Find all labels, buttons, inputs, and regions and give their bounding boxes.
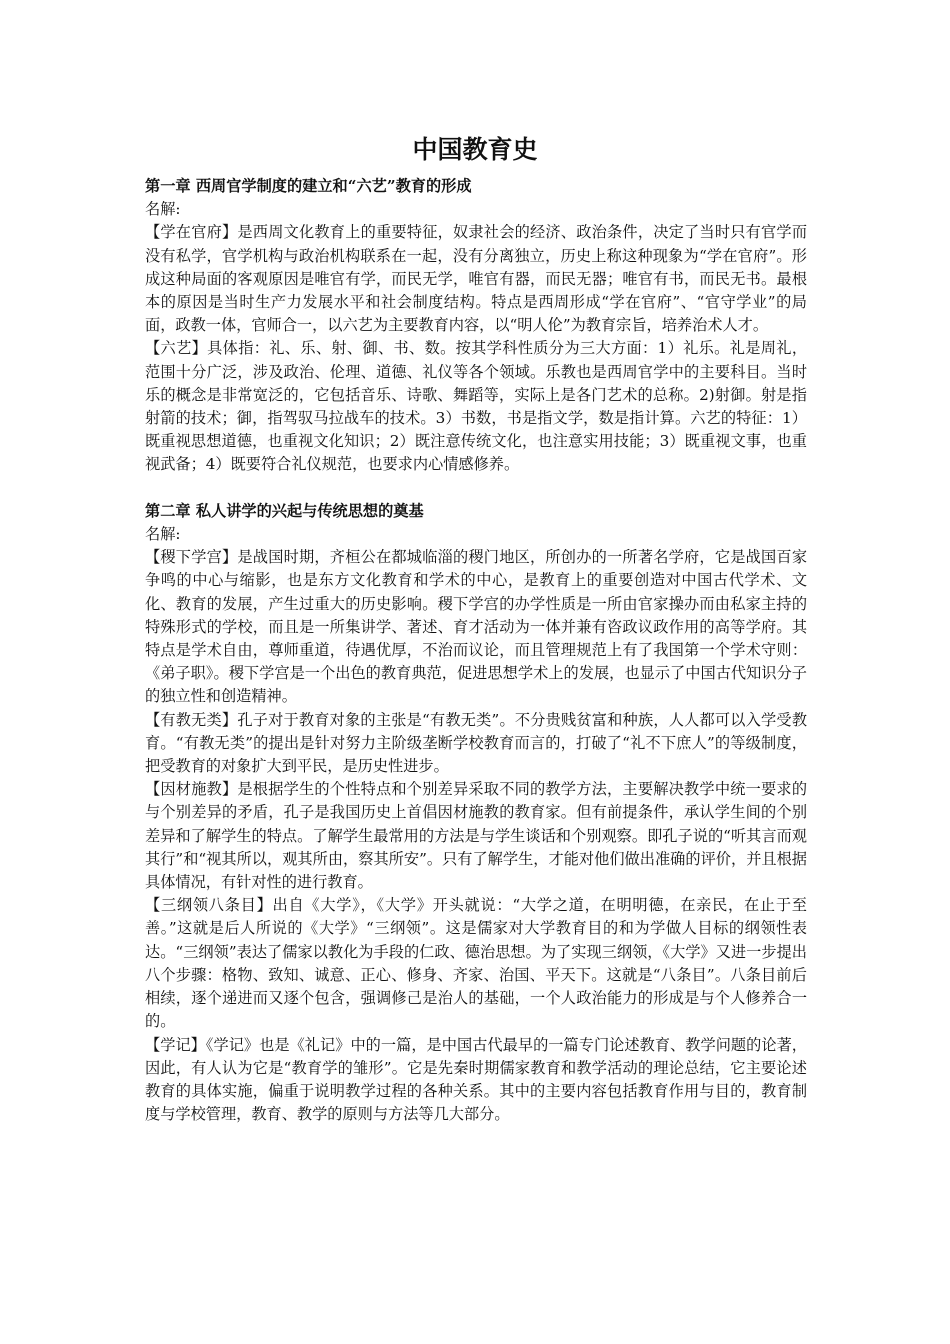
term-definition: 《学记》也是《礼记》中的一篇，是中国古代最早的一篇专门论述教育、教学问题的论著，因此，有人认为它是“教育学的雏形”。它是先秦时期儒家教育和教学活动的理论总结，它主要论述教育的具体实施，偏重于说明教学过程的各种关系。其中的主要内容包括教育作用与目的，教育制度与学校管理，教育、教学的原则与方法等几大部分。: [145, 1035, 807, 1124]
term-name: 【六艺】: [145, 339, 208, 358]
term-entry: [145, 1034, 807, 1127]
term-definition: 具体指：礼、乐、射、御、书、数。按其学科性质分为三大方面：1）礼乐。礼是周礼，范围十分广泛，涉及政治、伦理、道德、礼仪等各个领域。乐教也是西周官学中的主要科目。当时乐的概念是非常宽泛的，它包括音乐、诗歌、舞蹈等，实际上是各门艺术的总称。2)射御。射是指射箭的技术；御，指驾驭马拉战车的技术。3）书数，书是指文学，数是指计算。六艺的特征：1）既重视思想道德，也重视文化知识；2）既注意传统文化，也注意实用技能；3）既重视文事，也重视武备；4）既要符合礼仪规范，也要求内心情感修养。: [145, 339, 808, 474]
term-name: 【学在官府】: [145, 223, 238, 242]
section-spacer: [145, 477, 807, 500]
term-definition: 出自《大学》，《大学》开头就说：“大学之道，在明明德，在亲民，在止于至善。”这就是后人所说的《大学》“三纲领”。这是儒家对大学教育目的和为学做人目标的纲领性表达。“三纲领”表达了儒家以教化为手段的仁政、德治思想。为了实现三纲领，《大学》又进一步提出八个步骤：格物、致知、诚意、正心、修身、齐家、治国、平天下。这就是“八条目”。八条目前后相续，逐个递进而又逐个包含，强调修己是治人的基础，一个人政治能力的形成是与个人修养合一的。: [145, 896, 807, 1031]
term-name: 【三纲领八条目】: [145, 896, 273, 915]
document-title: 中国教育史: [412, 135, 538, 164]
term-name: 【有教无类】: [145, 710, 238, 729]
term-definition: 孔子对于教育对象的主张是“有教无类”。不分贵贱贫富和种族，人人都可以入学受教育。“有教无类”的提出是针对努力主阶级垄断学校教育而言的，打破了“礼不下庶人”的等级制度，把受教育的对象扩大到平民，是历史性进步。: [145, 710, 808, 776]
term-name: 【学记】: [145, 1035, 206, 1054]
term-entry: [145, 894, 807, 1033]
chapter-heading: 第一章 西周官学制度的建立和“六艺”教育的形成: [145, 177, 472, 195]
term-name: 【稷下学宫】: [145, 548, 238, 567]
section-label: 名解:: [145, 200, 181, 219]
term-entry: [145, 709, 807, 779]
term-entry: [145, 337, 807, 476]
term-entry: [145, 546, 807, 708]
chapter-2: [145, 500, 807, 1126]
term-entry: [145, 778, 807, 894]
term-name: 【因材施教】: [145, 780, 238, 799]
chapter-heading: 第二章 私人讲学的兴起与传统思想的奠基: [145, 501, 424, 520]
term-definition: 是西周文化教育上的重要特征，奴隶社会的经济、政治条件，决定了当时只有官学而没有私学，官学机构与政治机构联系在一起，没有分离独立，历史上称这种现象为“学在官府”。形成这种局面的客观原因是唯官有学，而民无学，唯官有器，而民无器；唯官有书，而民无书。最根本的原因是当时生产力发展水平和社会制度结构。特点是西周形成“学在官府”、“官守学业”的局面，政教一体，官师合一，以六艺为主要教育内容，以“明人伦”为教育宗旨，培养治术人才。: [145, 223, 808, 335]
term-definition: 是战国时期，齐桓公在都城临淄的稷门地区，所创办的一所著名学府，它是战国百家争鸣的中心与缩影，也是东方文化教育和学术的中心，是教育上的重要创造对中国古代学术、文化、教育的发展，产生过重大的历史影响。稷下学宫的办学性质是一所由官家操办而由私家主持的特殊形式的学校，而且是一所集讲学、著述、育才活动为一体并兼有咨政议政作用的高等学府。其特点是学术自由，尊师重道，待遇优厚，不治而议论，而且管理规范上有了我国第一个学术守则：《弟子职》。稷下学宫是一个出色的教育典范，促进思想学术上的发展，也显示了中国古代知识分子的独立性和创造精神。: [145, 548, 808, 706]
document-body: [145, 175, 807, 1126]
chapter-1: [145, 175, 807, 477]
term-definition: 是根据学生的个性特点和个别差异采取不同的教学方法，主要解决教学中统一要求的与个别差异的矛盾，孔子是我国历史上首倡因材施教的教育家。但有前提条件，承认学生间的个别差异和了解学生的特点。了解学生最常用的方法是与学生谈话和个别观察。即孔子说的“听其言而观其行”和“视其所以，观其所由，察其所安”。只有了解学生，才能对他们做出准确的评价，并且根据具体情况，有针对性的进行教育。: [145, 780, 808, 892]
section-label: 名解:: [145, 525, 181, 544]
term-entry: [145, 221, 807, 337]
